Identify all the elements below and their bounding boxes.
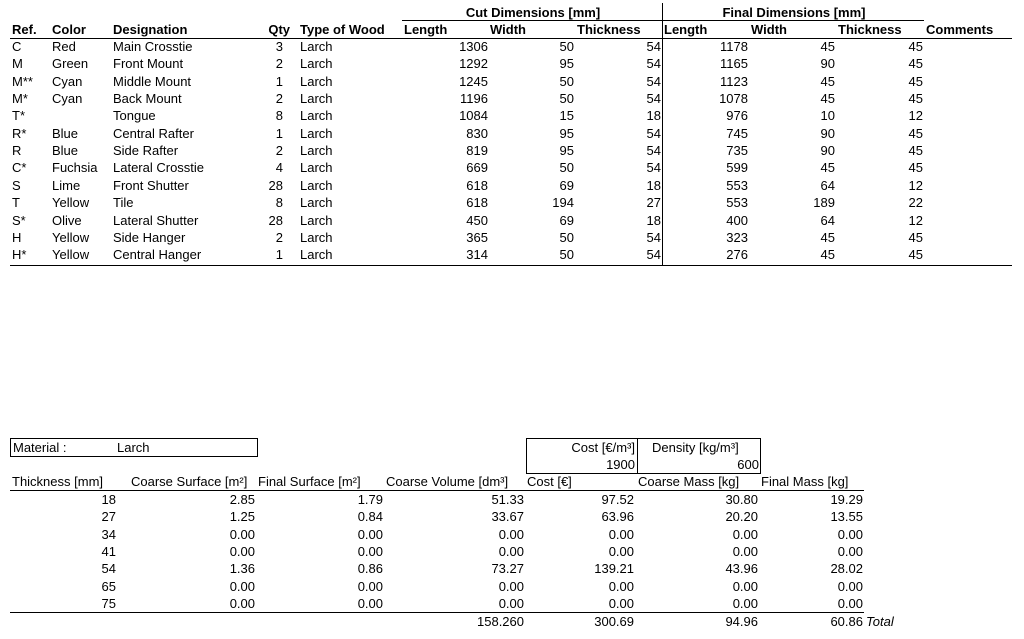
qty-cell: 28 <box>268 177 283 193</box>
cut-thickness-cell: 54 <box>646 39 661 54</box>
cost-density-box <box>526 438 761 474</box>
final-width-cell: 90 <box>820 143 835 159</box>
final-dimensions-group-header: Final Dimensions [mm] <box>722 5 866 20</box>
final-width-cell: 45 <box>820 229 835 245</box>
header-cost: Cost [€] <box>527 474 572 489</box>
cost-cell: 0.00 <box>608 578 634 594</box>
ref-cell: M** <box>12 73 33 89</box>
ref-cell: M <box>12 56 23 72</box>
header-final-mass: Final Mass [kg] <box>761 474 849 489</box>
cost-cell: 0.00 <box>608 543 634 559</box>
thickness-cell: 34 <box>101 526 116 542</box>
cut-length-cell: 819 <box>466 143 488 159</box>
cost-cell: 0.00 <box>608 526 634 542</box>
final-surface-cell: 0.00 <box>357 543 383 559</box>
cut-thickness-cell: 54 <box>646 125 661 141</box>
cut-width-cell: 95 <box>559 125 574 141</box>
thickness-cell: 41 <box>101 543 116 559</box>
cut-thickness-cell: 54 <box>646 160 661 176</box>
final-surface-cell: 0.86 <box>357 561 383 577</box>
coarse-surface-cell: 1.25 <box>229 509 255 525</box>
cut-width-cell: 50 <box>559 229 574 245</box>
final-width-cell: 64 <box>820 177 835 193</box>
final-thickness-cell: 45 <box>908 91 923 107</box>
designation-cell: Central Hanger <box>113 247 202 263</box>
final-width-cell: 45 <box>820 73 835 89</box>
color-cell: Yellow <box>52 229 90 245</box>
qty-cell: 3 <box>275 39 283 54</box>
table-row <box>0 142 1024 159</box>
final-mass-cell: 28.02 <box>830 561 863 577</box>
color-cell: Fuchsia <box>52 160 98 176</box>
cut-length-cell: 1306 <box>459 39 488 54</box>
header-coarse-volume: Coarse Volume [dm³] <box>386 474 509 489</box>
header-color: Color <box>52 22 86 37</box>
summary-header-row <box>0 473 1024 490</box>
cut-thickness-cell: 54 <box>646 91 661 107</box>
header-wood: Type of Wood <box>300 22 385 37</box>
wood-cell: Larch <box>300 247 333 263</box>
final-thickness-cell: 45 <box>908 229 923 245</box>
designation-cell: Tongue <box>113 108 156 124</box>
cut-width-cell: 50 <box>559 73 574 89</box>
coarse-surface-cell: 2.85 <box>229 492 255 507</box>
density-label: Density [kg/m³] <box>652 440 739 455</box>
final-length-cell: 976 <box>726 108 748 124</box>
cut-length-cell: 618 <box>466 195 488 211</box>
designation-cell: Lateral Shutter <box>113 212 199 228</box>
final-thickness-cell: 45 <box>908 73 923 89</box>
final-width-cell: 45 <box>820 160 835 176</box>
cut-dimensions-group-header: Cut Dimensions [mm] <box>465 5 601 20</box>
final-thickness-cell: 45 <box>908 39 923 54</box>
final-length-cell: 1165 <box>720 56 748 72</box>
header-cut-thickness: Thickness <box>577 22 641 37</box>
final-thickness-cell: 12 <box>908 177 923 193</box>
summary-total-row <box>0 613 1024 630</box>
cut-thickness-cell: 54 <box>646 73 661 89</box>
cut-thickness-cell: 18 <box>646 177 661 193</box>
qty-cell: 1 <box>275 125 283 141</box>
color-cell: Cyan <box>52 91 83 107</box>
qty-cell: 8 <box>275 108 283 124</box>
designation-cell: Tile <box>113 195 134 211</box>
final-surface-cell: 0.84 <box>357 509 383 525</box>
final-surface-cell: 0.00 <box>357 595 383 611</box>
wood-cell: Larch <box>300 39 333 54</box>
total-coarse-mass: 94.96 <box>725 614 758 629</box>
wood-cell: Larch <box>300 229 333 245</box>
cut-width-cell: 50 <box>559 39 574 54</box>
cut-length-cell: 830 <box>466 125 488 141</box>
qty-cell: 2 <box>275 91 283 107</box>
ref-cell: C* <box>12 160 27 176</box>
qty-cell: 2 <box>275 229 283 245</box>
table-row <box>0 90 1024 107</box>
color-cell: Yellow <box>52 195 90 211</box>
cut-thickness-cell: 27 <box>646 195 661 211</box>
final-thickness-cell: 12 <box>908 212 923 228</box>
qty-cell: 8 <box>275 195 283 211</box>
cut-width-cell: 95 <box>559 143 574 159</box>
cut-width-cell: 15 <box>559 108 574 124</box>
cut-length-cell: 1292 <box>459 56 488 72</box>
material-value: Larch <box>117 440 150 455</box>
cut-thickness-cell: 54 <box>646 229 661 245</box>
color-cell: Green <box>52 56 89 72</box>
thickness-cell: 75 <box>101 595 116 611</box>
final-width-cell: 45 <box>820 39 835 54</box>
table-row <box>0 125 1024 142</box>
coarse-mass-cell: 43.96 <box>725 561 758 577</box>
table-row <box>0 177 1024 194</box>
final-thickness-cell: 12 <box>908 108 923 124</box>
wood-cell: Larch <box>300 177 333 193</box>
cut-length-cell: 669 <box>466 160 488 176</box>
ref-cell: T* <box>12 108 25 124</box>
header-final-thickness: Thickness <box>838 22 902 37</box>
ref-cell: C <box>12 39 22 54</box>
thickness-cell: 27 <box>101 509 116 525</box>
table-row <box>0 508 1024 525</box>
wood-cell: Larch <box>300 73 333 89</box>
cut-width-cell: 50 <box>559 91 574 107</box>
cost-per-m3-label: Cost [€/m³] <box>571 440 635 455</box>
cut-width-cell: 69 <box>559 177 574 193</box>
final-length-cell: 1078 <box>719 91 748 107</box>
final-length-cell: 745 <box>726 125 748 141</box>
final-mass-cell: 0.00 <box>837 578 863 594</box>
cut-thickness-cell: 54 <box>646 56 661 72</box>
final-length-cell: 400 <box>726 212 748 228</box>
ref-cell: S* <box>12 212 26 228</box>
color-cell: Cyan <box>52 73 83 89</box>
cut-width-cell: 194 <box>552 195 574 211</box>
cost-cell: 63.96 <box>601 509 634 525</box>
coarse-volume-cell: 0.00 <box>498 543 524 559</box>
table-row <box>0 212 1024 229</box>
color-cell: Blue <box>52 143 79 159</box>
header-cut-width: Width <box>490 22 526 37</box>
final-thickness-cell: 45 <box>908 125 923 141</box>
header-coarse-surface: Coarse Surface [m²] <box>131 474 248 489</box>
final-width-cell: 45 <box>820 247 835 263</box>
table-row <box>0 55 1024 72</box>
material-box <box>10 438 258 457</box>
designation-cell: Back Mount <box>113 91 182 107</box>
cut-thickness-cell: 54 <box>646 143 661 159</box>
ref-cell: H <box>12 229 22 245</box>
final-thickness-cell: 45 <box>908 160 923 176</box>
final-mass-cell: 0.00 <box>837 526 863 542</box>
cost-cell: 139.21 <box>594 561 634 577</box>
table-row <box>0 229 1024 246</box>
thickness-cell: 18 <box>101 492 116 507</box>
final-thickness-cell: 45 <box>908 143 923 159</box>
header-comments: Comments <box>926 22 994 37</box>
color-cell: Blue <box>52 125 79 141</box>
ref-cell: R <box>12 143 22 159</box>
coarse-volume-cell: 0.00 <box>498 578 524 594</box>
final-surface-cell: 1.79 <box>357 492 383 507</box>
header-coarse-mass: Coarse Mass [kg] <box>638 474 740 489</box>
ref-cell: S <box>12 177 21 193</box>
final-surface-cell: 0.00 <box>357 578 383 594</box>
wood-cell: Larch <box>300 56 333 72</box>
coarse-volume-cell: 0.00 <box>498 526 524 542</box>
header-qty: Qty <box>268 22 290 37</box>
total-label: Total <box>866 614 894 629</box>
coarse-surface-cell: 0.00 <box>229 595 255 611</box>
cut-width-cell: 95 <box>559 56 574 72</box>
coarse-mass-cell: 0.00 <box>732 595 758 611</box>
cut-width-cell: 50 <box>559 247 574 263</box>
cut-thickness-cell: 18 <box>646 212 661 228</box>
wood-cell: Larch <box>300 108 333 124</box>
total-coarse-volume: 158.260 <box>477 614 524 629</box>
cut-width-cell: 69 <box>559 212 574 228</box>
ref-cell: H* <box>12 247 27 263</box>
final-length-cell: 276 <box>726 247 748 263</box>
cut-length-cell: 450 <box>466 212 488 228</box>
final-length-cell: 1178 <box>720 39 748 54</box>
table-row <box>0 595 1024 612</box>
final-length-cell: 553 <box>726 195 748 211</box>
final-length-cell: 323 <box>726 229 748 245</box>
density-value: 600 <box>737 457 759 472</box>
cost-cell: 97.52 <box>601 492 634 507</box>
table-row <box>0 73 1024 90</box>
designation-cell: Central Rafter <box>113 125 194 141</box>
header-final-length: Length <box>664 22 708 37</box>
header-final-width: Width <box>751 22 787 37</box>
coarse-volume-cell: 51.33 <box>491 492 524 507</box>
designation-cell: Main Crosstie <box>113 39 193 54</box>
final-width-cell: 90 <box>820 56 835 72</box>
cut-width-cell: 50 <box>559 160 574 176</box>
cut-length-cell: 365 <box>466 229 488 245</box>
cut-length-cell: 314 <box>466 247 488 263</box>
designation-cell: Middle Mount <box>113 73 192 89</box>
coarse-mass-cell: 0.00 <box>732 526 758 542</box>
final-length-cell: 735 <box>726 143 748 159</box>
header-thickness: Thickness [mm] <box>12 474 104 489</box>
final-length-cell: 553 <box>726 177 748 193</box>
designation-cell: Front Mount <box>113 56 184 72</box>
header-ref: Ref. <box>12 22 37 37</box>
qty-cell: 2 <box>275 56 283 72</box>
final-thickness-cell: 45 <box>908 56 923 72</box>
final-length-cell: 599 <box>726 160 748 176</box>
ref-cell: T <box>12 195 20 211</box>
table-row <box>0 526 1024 543</box>
table-row <box>0 578 1024 595</box>
coarse-surface-cell: 0.00 <box>229 543 255 559</box>
designation-cell: Side Hanger <box>113 229 186 245</box>
coarse-surface-cell: 0.00 <box>229 578 255 594</box>
table-row <box>0 560 1024 577</box>
material-label: Material : <box>13 440 67 455</box>
wood-cell: Larch <box>300 125 333 141</box>
cut-length-cell: 618 <box>466 177 488 193</box>
qty-cell: 28 <box>268 212 283 228</box>
table-row <box>0 491 1024 508</box>
coarse-volume-cell: 33.67 <box>491 509 524 525</box>
color-cell: Red <box>52 39 76 54</box>
qty-cell: 1 <box>275 73 283 89</box>
thickness-cell: 54 <box>101 561 116 577</box>
color-cell: Lime <box>52 177 81 193</box>
header-cut-length: Length <box>404 22 448 37</box>
cut-length-cell: 1196 <box>460 91 488 107</box>
cut-thickness-cell: 18 <box>646 108 661 124</box>
qty-cell: 2 <box>275 143 283 159</box>
wood-cell: Larch <box>300 160 333 176</box>
coarse-mass-cell: 0.00 <box>732 578 758 594</box>
total-final-mass: 60.86 <box>830 614 863 629</box>
final-width-cell: 10 <box>820 108 835 124</box>
designation-cell: Front Shutter <box>113 177 189 193</box>
final-mass-cell: 13.55 <box>830 509 863 525</box>
qty-cell: 4 <box>275 160 283 176</box>
cut-length-cell: 1084 <box>459 108 488 124</box>
final-width-cell: 45 <box>820 91 835 107</box>
designation-cell: Side Rafter <box>113 143 179 159</box>
cost-cell: 0.00 <box>608 595 634 611</box>
table-row <box>0 246 1024 263</box>
final-length-cell: 1123 <box>720 73 748 89</box>
coarse-surface-cell: 0.00 <box>229 526 255 542</box>
table-row <box>0 159 1024 176</box>
coarse-volume-cell: 73.27 <box>491 561 524 577</box>
total-cost: 300.69 <box>594 614 634 629</box>
ref-cell: R* <box>12 125 27 141</box>
final-width-cell: 189 <box>813 195 835 211</box>
color-cell: Yellow <box>52 247 90 263</box>
header-designation: Designation <box>113 22 188 37</box>
qty-cell: 1 <box>275 247 283 263</box>
table-row <box>0 107 1024 124</box>
header-final-surface: Final Surface [m²] <box>258 474 361 489</box>
final-mass-cell: 19.29 <box>830 492 863 507</box>
cut-length-cell: 1245 <box>459 73 488 89</box>
final-thickness-cell: 45 <box>908 247 923 263</box>
designation-cell: Lateral Crosstie <box>113 160 205 176</box>
wood-cell: Larch <box>300 143 333 159</box>
final-surface-cell: 0.00 <box>357 526 383 542</box>
color-cell: Olive <box>52 212 82 228</box>
final-mass-cell: 0.00 <box>837 595 863 611</box>
table-row <box>0 543 1024 560</box>
table-row <box>0 194 1024 211</box>
thickness-cell: 65 <box>101 578 116 594</box>
ref-cell: M* <box>12 91 28 107</box>
final-width-cell: 64 <box>820 212 835 228</box>
final-width-cell: 90 <box>820 125 835 141</box>
coarse-mass-cell: 0.00 <box>732 543 758 559</box>
wood-cell: Larch <box>300 212 333 228</box>
wood-cell: Larch <box>300 195 333 211</box>
coarse-surface-cell: 1.36 <box>229 561 255 577</box>
coarse-mass-cell: 20.20 <box>725 509 758 525</box>
cut-thickness-cell: 54 <box>646 247 661 263</box>
coarse-mass-cell: 30.80 <box>725 492 758 507</box>
cost-per-m3-value: 1900 <box>606 457 635 472</box>
final-thickness-cell: 22 <box>908 195 923 211</box>
wood-cell: Larch <box>300 91 333 107</box>
final-mass-cell: 0.00 <box>837 543 863 559</box>
coarse-volume-cell: 0.00 <box>498 595 524 611</box>
table-row <box>0 38 1024 55</box>
parts-header-row <box>0 21 1024 38</box>
